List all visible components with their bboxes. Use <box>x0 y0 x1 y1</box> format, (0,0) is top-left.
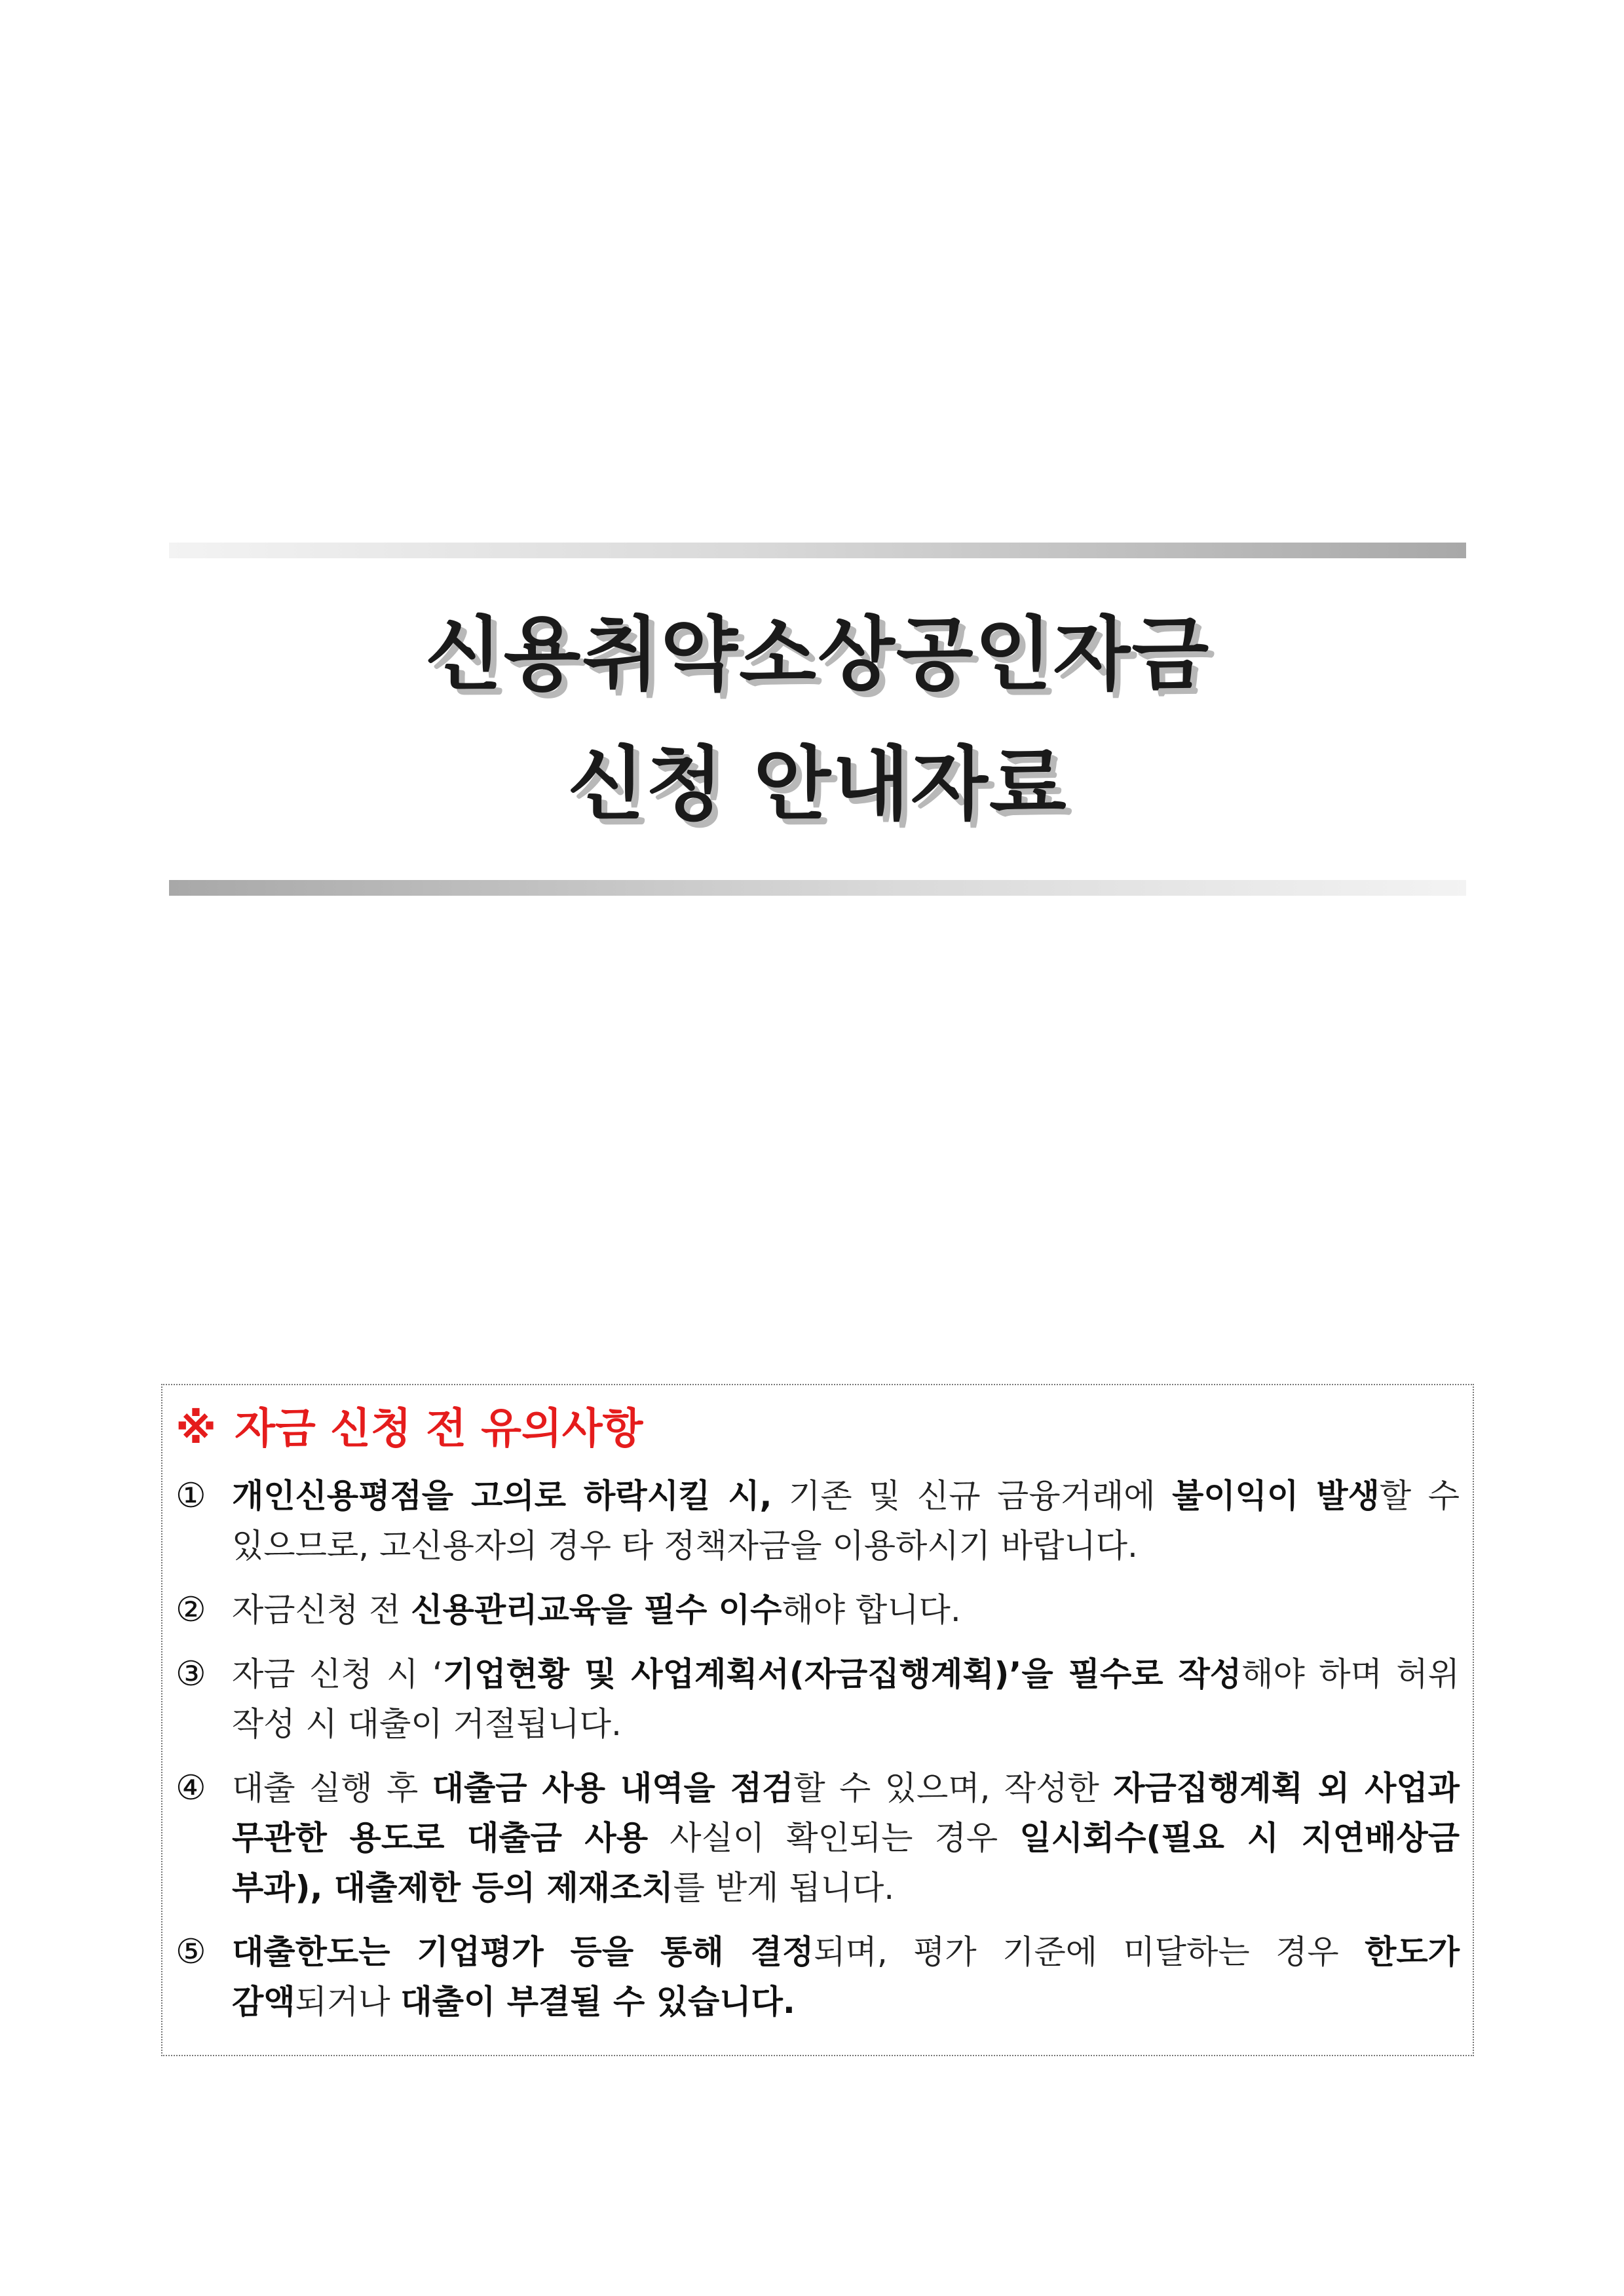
title-divider-top <box>169 543 1466 558</box>
emphasis-text: 개인신용평점을 고의로 하락시킬 시, <box>232 1477 772 1516</box>
body-text: 대출 실행 후 <box>232 1769 432 1808</box>
precaution-number: ④ <box>176 1769 206 1808</box>
body-text: 되거나 <box>295 1983 401 2021</box>
precautions-heading-text: 자금 신청 전 유의사항 <box>235 1405 643 1453</box>
emphasis-text: 대출한도는 기업평가 등을 통해 결정 <box>232 1933 814 1972</box>
body-text: 할 수 있으므로, 고신용자의 경우 타 정책자금을 이용하시기 바랍니다. <box>232 1477 1460 1565</box>
precaution-item <box>176 1471 1460 1571</box>
emphasis-text: 불이익이 발생 <box>1172 1477 1380 1516</box>
body-text: 해야 합니다. <box>782 1591 961 1630</box>
precaution-text <box>232 1585 1460 1635</box>
emphasis-text: 대출금 사용 내역을 점검 <box>432 1769 794 1808</box>
precautions-list <box>176 1471 1460 2027</box>
emphasis-text: 신용관리교육을 필수 이수 <box>411 1591 782 1630</box>
body-text: 기존 및 신규 금융거래에 <box>772 1477 1173 1516</box>
precautions-box <box>161 1384 1474 2056</box>
emphasis-text: 자금집행계획 외 사업과 무관한 용도로 대출금 사용 <box>232 1769 1460 1858</box>
document-title-line-1: 신용취약소상공인자금 <box>425 608 1211 701</box>
body-text: 사실이 확인되는 경우 <box>648 1819 1020 1858</box>
title-divider-bottom <box>169 880 1466 896</box>
body-text: 해야 하며 허위 작성 시 대출이 거절됩니다. <box>232 1655 1460 1744</box>
emphasis-text: 기업현황 및 사업계획서(자금집행계획)’을 필수로 작성 <box>442 1655 1242 1694</box>
body-text: 자금 신청 시 ‘ <box>232 1655 443 1694</box>
precaution-number: ② <box>176 1590 206 1630</box>
document-title-line-2: 신청 안내자료 <box>567 738 1068 831</box>
precaution-number: ① <box>176 1476 206 1516</box>
precaution-item <box>176 1763 1460 1913</box>
precaution-text <box>232 1471 1460 1571</box>
precaution-number: ⑤ <box>176 1932 206 1972</box>
precaution-text <box>232 1649 1460 1749</box>
precaution-text <box>232 1927 1460 2027</box>
precautions-heading <box>176 1402 1460 1457</box>
body-text: 되며, 평가 기준에 미달하는 경우 <box>814 1933 1365 1972</box>
precaution-number: ③ <box>176 1655 206 1694</box>
precaution-item <box>176 1649 1460 1749</box>
emphasis-text: 대출이 부결될 수 있습니다. <box>400 1983 795 2021</box>
body-text: 할 수 있으며, 작성한 <box>793 1769 1114 1808</box>
emphasis-text: 한도가 감액 <box>232 1933 1460 2021</box>
precaution-item <box>176 1585 1460 1635</box>
body-text: 를 받게 됩니다. <box>673 1869 895 1907</box>
emphasis-text: 일시회수(필요 시 지연배상금 부과), 대출제한 등의 제재조치 <box>232 1819 1460 1907</box>
body-text: 자금신청 전 <box>232 1591 411 1630</box>
precaution-item <box>176 1927 1460 2027</box>
precaution-text <box>232 1763 1460 1913</box>
reference-mark-icon: ※ <box>176 1405 217 1453</box>
